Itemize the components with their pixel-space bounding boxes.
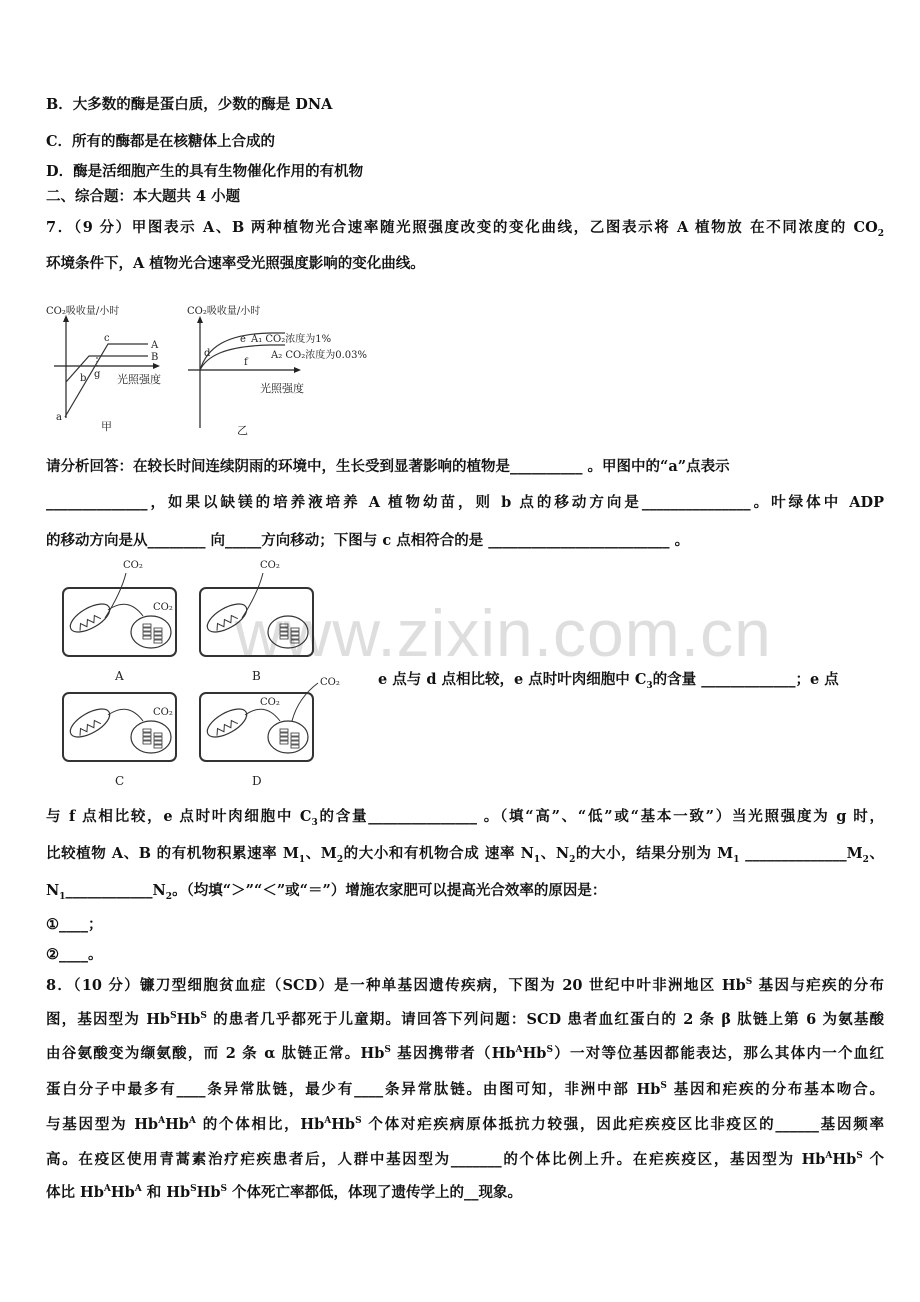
text-segment: 1 bbox=[733, 854, 740, 864]
text-segment: 和 Hb bbox=[141, 1184, 191, 1201]
text-segment: 2 bbox=[862, 854, 869, 864]
text-segment: ①____； bbox=[46, 916, 103, 933]
text-segment: 2 bbox=[336, 854, 344, 864]
cell-option-A bbox=[63, 560, 176, 683]
text-line bbox=[46, 915, 103, 935]
text-segment: 。（均填“＞”“＜”或“＝”）增施农家肥可以提高光合效率的原因是： bbox=[172, 882, 607, 899]
text-segment: 的个体相比，Hb bbox=[195, 1116, 325, 1133]
text-segment: A bbox=[158, 1116, 166, 1127]
mitochondrion bbox=[66, 598, 114, 637]
text-line bbox=[378, 670, 839, 690]
text-segment: S bbox=[190, 1184, 197, 1195]
text-segment: 个体死亡率都低，体现了遗传学上的__现象。 bbox=[226, 1184, 523, 1201]
text-line bbox=[46, 95, 332, 115]
text-line bbox=[46, 807, 884, 827]
mitochondrion bbox=[203, 598, 251, 637]
text-segment: Hb bbox=[176, 1011, 201, 1028]
text-segment: S bbox=[220, 1184, 227, 1195]
svg-text:A: A bbox=[115, 669, 124, 683]
text-segment: 8．（10 分）镰刀型细胞贫血症（SCD）是一种单基因遗传疾病，下图为 20 世纪中叶非洲地区 Hb bbox=[46, 977, 746, 994]
svg-text:甲: 甲 bbox=[101, 420, 112, 433]
svg-text:光照强度: 光照强度 bbox=[260, 382, 304, 395]
graph-yi bbox=[185, 300, 400, 445]
text-segment: 请分析回答：在较长时间连续阴雨的环境中，生长受到显著影响的植物是__________ 。甲图中的“a”点表示 bbox=[46, 458, 730, 475]
text-line bbox=[46, 1115, 884, 1135]
text-segment: S bbox=[745, 977, 753, 988]
text-segment: ____________N bbox=[65, 882, 166, 899]
text-segment: C．所有的酶都是在核糖体上合成的 bbox=[46, 133, 276, 150]
text-segment: 二、综合题：本大题共 4 小题 bbox=[46, 188, 241, 205]
text-segment: 的移动方向是从________ 向_____方向移动；下图与 c 点相符合的是 _________________________ 。 bbox=[46, 532, 690, 549]
text-segment: 、M bbox=[305, 845, 337, 862]
svg-text:CO₂: CO₂ bbox=[260, 560, 280, 571]
text-line bbox=[46, 457, 730, 477]
text-segment: 个 bbox=[862, 1151, 884, 1168]
text-segment: Hb bbox=[110, 1184, 135, 1201]
text-segment: B．大多数的酶是蛋白质，少数的酶是 DNA bbox=[46, 96, 333, 113]
text-segment: 与基因型为 Hb bbox=[46, 1116, 159, 1133]
cell-option-C bbox=[63, 693, 176, 788]
svg-text:B: B bbox=[252, 669, 261, 683]
text-segment: ）一对等位基因都能表达，那么其体内一个血红 bbox=[552, 1045, 884, 1062]
watermark: www.zixin.com.cn bbox=[235, 596, 772, 670]
text-segment: 高。在疫区使用青蒿素治疗疟疾患者后，人群中基因型为_______的个体比例上升。在疟疾疫区，基因型为 Hb bbox=[46, 1151, 826, 1168]
text-segment: 7．（9 分）甲图表示 A、B 两种植物光合速率随光照强度改变的变化曲线，乙图表示将 A 植物放 在不同浓度的 CO bbox=[46, 219, 878, 236]
svg-text:D: D bbox=[252, 774, 262, 788]
svg-text:a: a bbox=[56, 412, 62, 423]
text-line bbox=[46, 187, 240, 207]
text-line bbox=[46, 1044, 884, 1064]
svg-text:C: C bbox=[115, 774, 125, 788]
text-line bbox=[46, 1150, 884, 1170]
svg-text:d: d bbox=[204, 348, 211, 359]
text-line bbox=[46, 162, 363, 182]
svg-text:e: e bbox=[240, 334, 246, 345]
svg-text:光照强度: 光照强度 bbox=[117, 373, 161, 386]
text-segment: 的大小和有机物合成 速率 N bbox=[343, 845, 534, 862]
svg-text:CO₂: CO₂ bbox=[153, 707, 173, 718]
cell-diagrams bbox=[55, 558, 385, 788]
text-line bbox=[46, 1183, 522, 1203]
text-segment: S bbox=[384, 1045, 391, 1056]
text-segment: 体比 Hb bbox=[46, 1184, 104, 1201]
svg-text:CO₂: CO₂ bbox=[320, 677, 340, 688]
text-segment: 3 bbox=[311, 817, 318, 827]
text-segment: S bbox=[856, 1151, 863, 1162]
text-segment: 个体对疟疾病原体抵抗力较强，因此疟疾疫区比非疫区的______基因频率 bbox=[361, 1116, 884, 1133]
text-segment: 、N bbox=[540, 845, 570, 862]
jia-ylabel: CO₂吸收量/小时 bbox=[46, 306, 120, 317]
text-segment: S bbox=[355, 1116, 362, 1127]
svg-text:f: f bbox=[244, 357, 248, 368]
text-line bbox=[46, 881, 606, 901]
text-segment: Hb bbox=[832, 1151, 857, 1168]
svg-text:CO₂: CO₂ bbox=[260, 697, 280, 708]
text-segment: S bbox=[170, 1011, 177, 1022]
text-line bbox=[46, 493, 884, 513]
text-segment: Hb bbox=[522, 1045, 547, 1062]
text-segment: N bbox=[46, 882, 60, 899]
text-segment: S bbox=[546, 1045, 553, 1056]
cell-option-B bbox=[200, 560, 313, 683]
text-segment: D．酶是活细胞产生的具有生物催化作用的有机物 bbox=[46, 163, 364, 180]
text-segment: 2 bbox=[877, 228, 884, 238]
text-segment: 基因和疟疾的分布基本吻合。 bbox=[666, 1081, 884, 1098]
text-segment: Hb bbox=[165, 1116, 189, 1133]
text-segment: A bbox=[188, 1116, 196, 1127]
text-segment: 2 bbox=[165, 891, 173, 902]
text-segment: 3 bbox=[646, 680, 653, 691]
svg-text:A: A bbox=[151, 340, 159, 351]
svg-text:c: c bbox=[104, 333, 110, 344]
text-segment: 环境条件下，A 植物光合速率受光照强度影响的变化曲线。 bbox=[46, 255, 425, 272]
text-line bbox=[46, 531, 689, 551]
text-segment: A bbox=[103, 1184, 111, 1195]
text-line bbox=[46, 1010, 884, 1030]
text-line bbox=[46, 1080, 884, 1100]
text-segment: 的患者几乎都死于儿童期。请回答下列问题：SCD 患者血红蛋白的 2 条 β 肽链上第 6 为氨基酸 bbox=[206, 1011, 884, 1028]
text-segment: ②____。 bbox=[46, 946, 103, 963]
text-line bbox=[46, 976, 884, 996]
svg-text:b: b bbox=[80, 373, 87, 384]
text-segment: 由谷氨酸变为缬氨酸，而 2 条 α 肽链正常。Hb bbox=[46, 1045, 385, 1062]
graph-jia bbox=[40, 300, 180, 445]
text-segment: 1 bbox=[298, 854, 306, 864]
text-segment: 1 bbox=[59, 891, 66, 902]
text-segment: 的大小，结果分别为 M bbox=[575, 845, 734, 862]
svg-text:A₂ CO₂浓度为0.03%: A₂ CO₂浓度为0.03% bbox=[271, 350, 368, 361]
text-segment: ______________，如果以缺镁的培养液培养 A 植物幼苗，则 b 点的移动方向是_______________。叶绿体中 ADP bbox=[46, 494, 884, 511]
text-segment: 的含量_______________ 。（填“高”、“低”或“基本一致”）当光照强度为 g 时， bbox=[317, 808, 884, 825]
text-segment: 、 bbox=[868, 845, 884, 862]
text-segment: 2 bbox=[569, 854, 576, 864]
text-segment: ______________M bbox=[739, 845, 863, 862]
text-segment: 蛋白分子中最多有____条异常肽链，最少有____条异常肽链。由图可知，非洲中部 Hb bbox=[46, 1081, 661, 1098]
text-segment: 与 f 点相比较，e 点时叶肉细胞中 C bbox=[46, 808, 312, 825]
svg-text:CO₂吸收量/小时: CO₂吸收量/小时 bbox=[187, 306, 261, 317]
text-segment: 的含量 _____________；e 点 bbox=[652, 671, 839, 688]
text-segment: 图，基因型为 Hb bbox=[46, 1011, 171, 1028]
cell-option-D bbox=[200, 677, 340, 788]
text-segment: S bbox=[200, 1011, 207, 1022]
svg-text:B: B bbox=[151, 352, 159, 363]
svg-text:CO₂: CO₂ bbox=[123, 560, 143, 571]
text-line bbox=[46, 218, 884, 238]
svg-text:乙: 乙 bbox=[237, 424, 248, 437]
text-segment: A bbox=[825, 1151, 833, 1162]
text-segment: A bbox=[324, 1116, 332, 1127]
svg-text:CO₂: CO₂ bbox=[153, 602, 173, 613]
svg-text:g: g bbox=[94, 369, 101, 380]
text-segment: e 点与 d 点相比较，e 点时叶肉细胞中 C bbox=[378, 671, 647, 688]
mitochondrion bbox=[66, 703, 114, 742]
text-line bbox=[46, 132, 275, 152]
text-segment: 基因与疟疾的分布 bbox=[752, 977, 884, 994]
text-segment: S bbox=[660, 1081, 667, 1092]
text-segment: 基因携带者（Hb bbox=[390, 1045, 516, 1062]
mitochondrion bbox=[203, 703, 251, 742]
text-segment: 比较植物 A、B 的有机物积累速率 M bbox=[46, 845, 299, 862]
text-segment: Hb bbox=[196, 1184, 221, 1201]
text-line bbox=[46, 254, 425, 274]
svg-text:A₁ CO₂浓度为1%: A₁ CO₂浓度为1% bbox=[251, 334, 332, 345]
text-segment: A bbox=[134, 1184, 142, 1195]
text-line bbox=[46, 844, 884, 864]
text-line bbox=[46, 945, 103, 965]
text-segment: 1 bbox=[533, 854, 541, 864]
text-segment: A bbox=[515, 1045, 523, 1056]
text-segment: Hb bbox=[331, 1116, 356, 1133]
